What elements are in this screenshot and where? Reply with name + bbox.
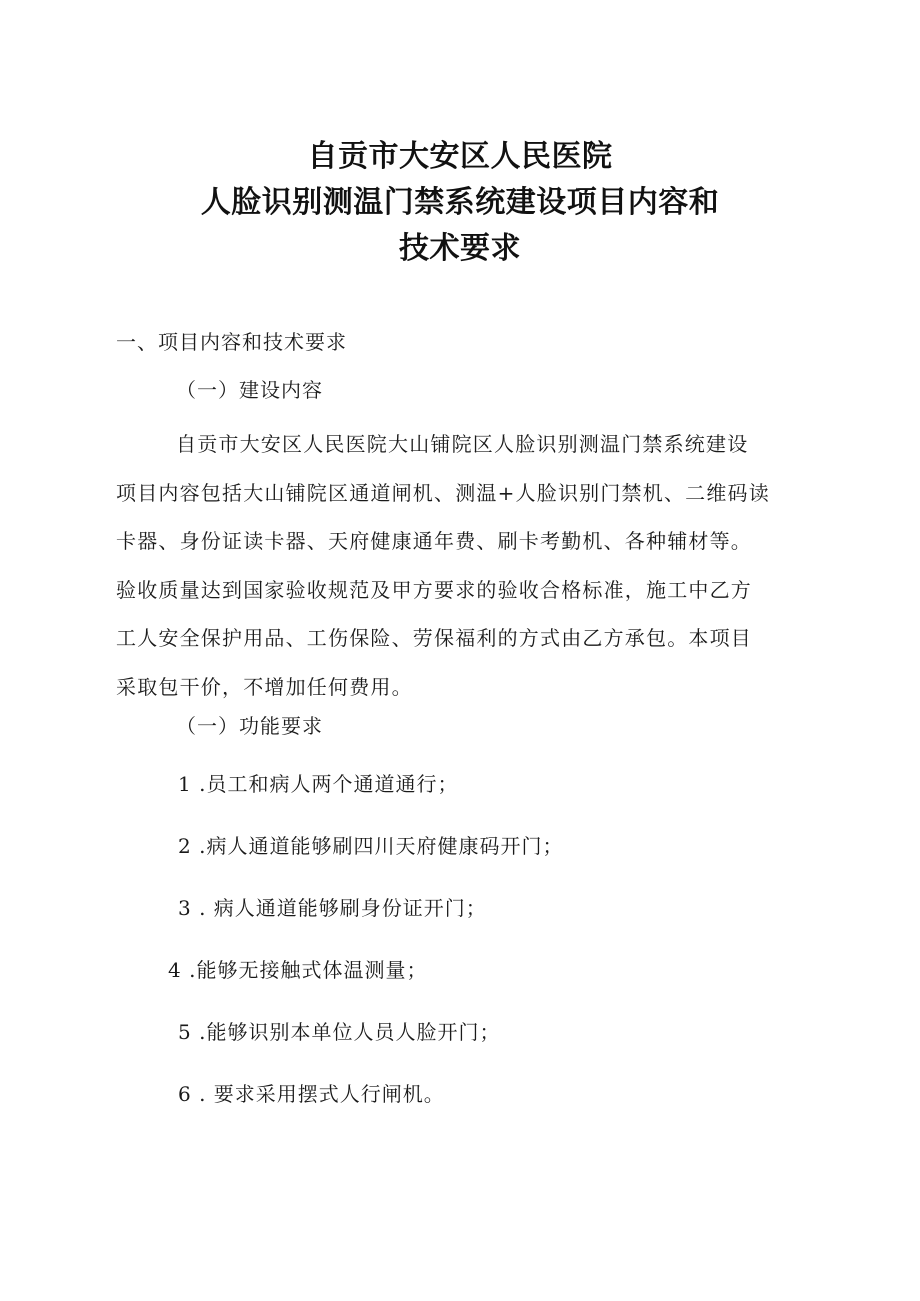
- paragraph-line: 卡器、身份证读卡器、天府健康通年费、刷卡考勤机、各种辅材等。: [116, 529, 752, 554]
- list-item: 1 .员工和病人两个通道通行；: [178, 772, 459, 796]
- subsection-heading-function: （一）功能要求: [176, 714, 323, 738]
- list-item: 5 .能够识别本单位人员人脸开门；: [178, 1020, 501, 1044]
- paragraph-line: 采取包干价，不增加任何费用。: [116, 674, 413, 699]
- paragraph-line: 自贡市大安区人民医院大山铺院区人脸识别测温门禁系统建设: [176, 432, 749, 456]
- document-title: [0, 134, 920, 272]
- paragraph-line: 项目内容包括大山铺院区通道闸机、测温+人脸识别门禁机、二维码读: [116, 480, 770, 505]
- title-line-3: 技术要求: [399, 231, 521, 266]
- construction-paragraph: [116, 420, 816, 712]
- list-item: 2 .病人通道能够刷四川天府健康码开门；: [178, 834, 564, 858]
- list-item: 4 .能够无接触式体温测量；: [168, 958, 428, 982]
- paragraph-line: 验收质量达到国家验收规范及甲方要求的验收合格标准，施工中乙方: [116, 577, 752, 602]
- paragraph-line: 工人安全保护用品、工伤保险、劳保福利的方式由乙方承包。本项目: [116, 626, 752, 651]
- list-item: 6 . 要求采用摆式人行闸机。: [178, 1082, 445, 1106]
- list-item: 3 . 病人通道能够刷身份证开门；: [178, 896, 487, 920]
- title-line-2: 人脸识别测温门禁系统建设项目内容和: [200, 185, 720, 220]
- subsection-heading-construction: （一）建设内容: [176, 378, 323, 402]
- section-heading: 一、项目内容和技术要求: [116, 330, 347, 354]
- title-line-1: 自贡市大安区人民医院: [307, 139, 613, 174]
